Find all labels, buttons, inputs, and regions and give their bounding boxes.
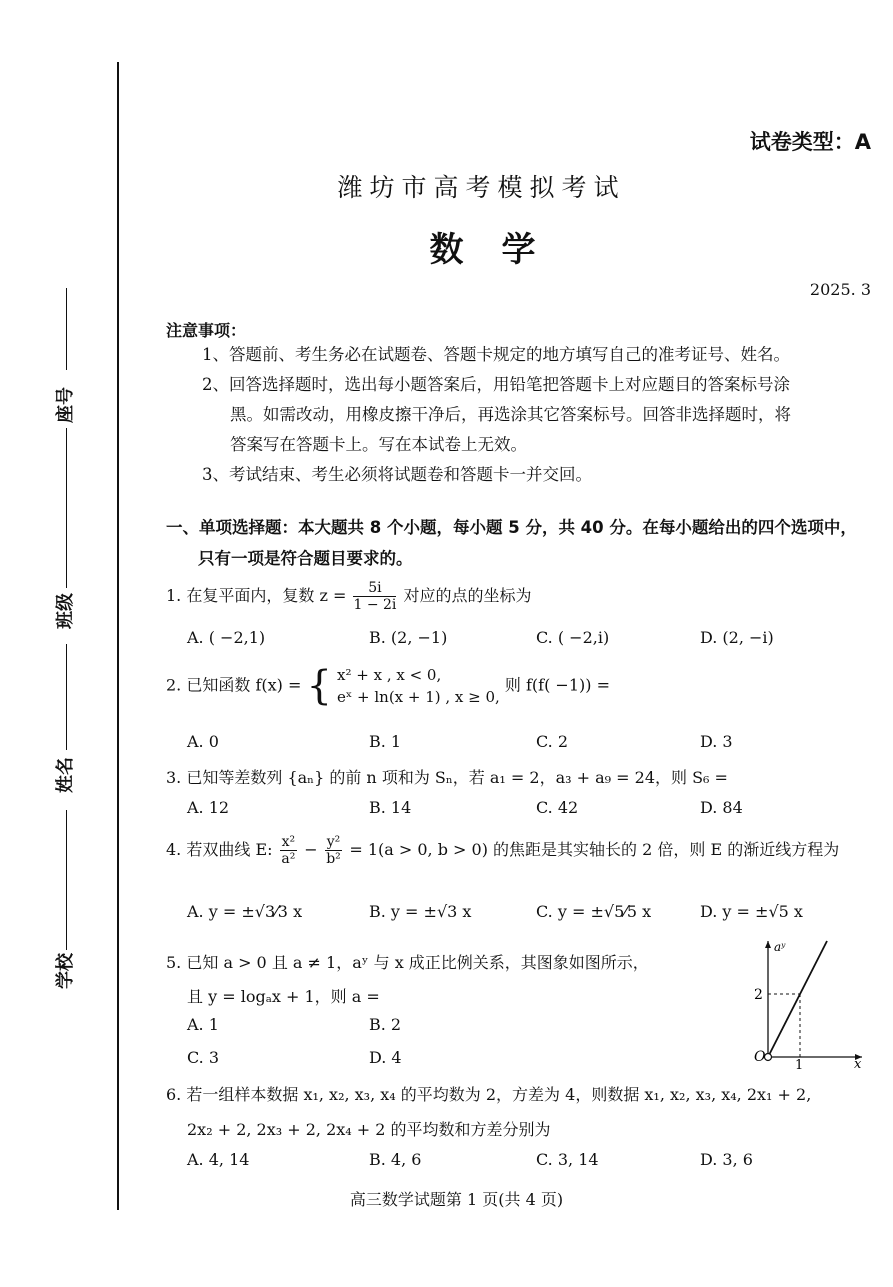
q2-option-a: A. 0 — [187, 732, 219, 751]
q2-option-d: D. 3 — [700, 732, 733, 751]
q4-option-c: C. y = ±√5⁄5 x — [536, 902, 652, 921]
notice-item-2: 2、回答选择题时，选出每小题答案后，用铅笔把答题卡上对应题目的答案标号涂 — [202, 375, 790, 394]
q5-option-a: A. 1 — [187, 1015, 219, 1034]
school-label: 学校 — [55, 953, 76, 989]
y-axis-arrow — [765, 941, 771, 948]
q4-frac2-num: y² — [326, 834, 341, 850]
q1-option-d: D. (2, −i) — [700, 628, 774, 647]
name-label: 姓名 — [55, 757, 76, 793]
subject-title: 数学 — [429, 230, 574, 270]
seat-rule — [66, 288, 67, 370]
graph-line — [768, 941, 827, 1057]
y-axis-label: aʸ — [774, 940, 786, 954]
q4-option-b: B. y = ±√3 x — [369, 902, 472, 921]
notice-item-3: 3、考试结束、考生必须将试题卷和答题卡一并交回。 — [202, 465, 592, 484]
paper-type: 试卷类型：A — [749, 130, 871, 154]
q6-option-b: B. 4, 6 — [369, 1150, 422, 1169]
q4-minus: − — [304, 840, 318, 859]
notice-item-2-cont2: 答案写在答题卡上。写在本试卷上无效。 — [230, 435, 527, 454]
q1-prefix: 1. 在复平面内，复数 z = — [166, 586, 347, 605]
q1-denominator: 1 − 2i — [353, 597, 397, 613]
q2-brace: { — [306, 663, 332, 709]
q3-option-d: D. 84 — [700, 798, 743, 817]
seat-label: 座号 — [55, 387, 76, 423]
q2-option-c: C. 2 — [536, 732, 569, 751]
q5-option-d: D. 4 — [369, 1048, 402, 1067]
q2-suffix: 则 f(f( −1)) = — [504, 675, 610, 695]
q3-option-b: B. 14 — [369, 798, 412, 817]
q4-suffix: = 1(a > 0, b > 0) 的焦距是其实轴长的 2 倍，则 E 的渐近线方程为 — [349, 840, 840, 859]
q4-fraction-2 — [325, 834, 343, 867]
q6-option-c: C. 3, 14 — [536, 1150, 599, 1169]
q3-option-c: C. 42 — [536, 798, 579, 817]
q5-option-c: C. 3 — [187, 1048, 220, 1067]
q2-prefix: 2. 已知函数 f(x) = — [166, 675, 302, 695]
x-axis-label: x — [854, 1057, 862, 1070]
q1-suffix: 对应的点的坐标为 — [403, 586, 532, 605]
x-tick-label: 1 — [795, 1058, 804, 1070]
class-rule-top — [66, 428, 67, 588]
notice-item-2-cont: 黑。如需改动，用橡皮擦干净后，再选涂其它答案标号。回答非选择题时，将 — [230, 405, 791, 424]
page-footer: 高三数学试题第 1 页(共 4 页) — [349, 1190, 564, 1209]
q4-prefix: 4. 若双曲线 E: — [166, 840, 273, 859]
q2-case-2: eˣ + ln(x + 1) , x ≥ 0, — [337, 688, 500, 706]
notice-list — [202, 340, 791, 490]
name-rule — [66, 810, 67, 950]
q2-option-b: B. 1 — [369, 732, 402, 751]
notice-item-1: 1、答题前、考生务必在试题卷、答题卡规定的地方填写自己的准考证号、姓名。 — [202, 345, 790, 364]
exam-date: 2025. 3 — [809, 280, 871, 299]
q1-fraction — [353, 580, 396, 613]
question-2 — [166, 664, 610, 708]
question-1 — [166, 580, 532, 613]
q2-case-1: x² + x , x < 0, — [337, 666, 442, 684]
notice-title: 注意事项： — [166, 321, 247, 340]
q4-frac1-num: x² — [281, 834, 296, 850]
q4-option-a: A. y = ±√3⁄3 x — [187, 902, 303, 921]
y-tick-label: 2 — [754, 987, 763, 1003]
q3-option-a: A. 12 — [187, 798, 230, 817]
q6-option-d: D. 3, 6 — [700, 1150, 753, 1169]
class-rule-bottom — [66, 644, 67, 750]
question-6-line-1: 6. 若一组样本数据 x₁, x₂, x₃, x₄ 的平均数为 2，方差为 4，则数据 x₁, x₂, x₃, x₄, 2x₁ + 2, — [166, 1085, 812, 1104]
q4-fraction-1 — [280, 834, 298, 867]
q1-option-b: B. (2, −1) — [369, 628, 448, 647]
section-heading-line1: 一、单项选择题：本大题共 8 个小题，每小题 5 分，共 40 分。在每小题给出的四个选项中， — [166, 518, 857, 537]
origin-label: O — [754, 1049, 766, 1065]
q4-option-d: D. y = ±√5 x — [700, 902, 803, 921]
q2-cases — [337, 664, 500, 708]
q6-option-a: A. 4, 14 — [187, 1150, 250, 1169]
q1-numerator: 5i — [353, 580, 396, 597]
question-5-line-1: 5. 已知 a > 0 且 a ≠ 1，aʸ 与 x 成正比例关系，其图象如图所示， — [166, 953, 649, 972]
question-4 — [166, 834, 839, 867]
origin-hole — [765, 1054, 772, 1061]
section-heading-line2: 只有一项是符合题目要求的。 — [198, 549, 413, 568]
question-5-line-2: 且 y = logₐx + 1，则 a = — [187, 987, 380, 1006]
q4-frac2-den: b² — [326, 851, 341, 867]
question-6-line-2: 2x₂ + 2, 2x₃ + 2, 2x₄ + 2 的平均数和方差分别为 — [187, 1120, 551, 1139]
q4-frac1-den: a² — [281, 851, 296, 867]
q5-option-b: B. 2 — [369, 1015, 402, 1034]
exam-title: 潍坊市高考模拟考试 — [337, 173, 626, 202]
q5-graph — [728, 935, 868, 1070]
class-label: 班级 — [55, 593, 76, 629]
q1-option-c: C. ( −2,i) — [536, 628, 610, 647]
q1-option-a: A. ( −2,1) — [187, 628, 266, 647]
question-3: 3. 已知等差数列 {aₙ} 的前 n 项和为 Sₙ，若 a₁ = 2，a₃ + a₉ = 24，则 S₆ = — [166, 768, 728, 787]
section-heading — [166, 512, 857, 574]
